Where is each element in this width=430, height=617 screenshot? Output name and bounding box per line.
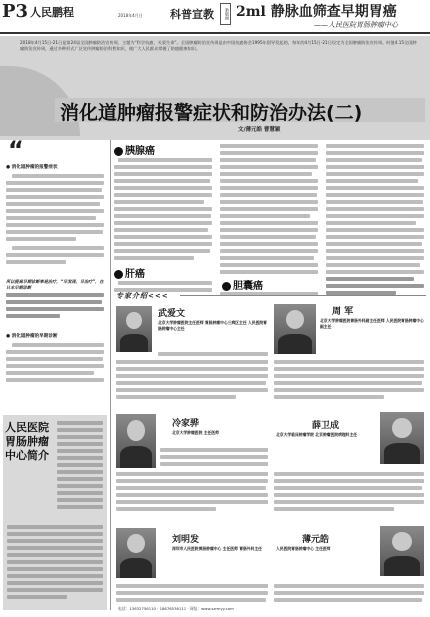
center-intro-box bbox=[3, 415, 107, 610]
sidebar-heading-1: ● 消化道肿瘤的报警症状 bbox=[6, 165, 58, 170]
header bbox=[0, 0, 430, 34]
expert-photo bbox=[116, 306, 152, 352]
heading-bile: 胆囊癌 bbox=[222, 277, 263, 292]
expert-photo bbox=[116, 528, 156, 578]
experts-area bbox=[114, 300, 428, 617]
heading-liver: 肝癌 bbox=[114, 265, 145, 280]
experts-heading: 专家介绍<<< bbox=[116, 292, 169, 300]
slogan: 2ml 静脉血筛查早期胃癌 bbox=[236, 4, 397, 20]
expert-photo bbox=[380, 526, 424, 576]
expert-cred: 北京大学临床肿瘤学院 北京肿瘤医院病理科主任 bbox=[276, 432, 358, 437]
ornament-icon bbox=[114, 270, 123, 279]
column-divider bbox=[110, 140, 111, 610]
expert-cred: 人民医院胃肠肿瘤中心 主任医师 bbox=[276, 546, 331, 551]
experts-rule bbox=[180, 295, 426, 296]
sidebar bbox=[0, 136, 110, 617]
contact-line: 电话：13632756110 · 18676536111 · 网址：www.szrmyy.com bbox=[118, 606, 234, 611]
expert-card bbox=[272, 300, 428, 408]
intro-band bbox=[0, 36, 430, 140]
center-intro-title: 人民医院胃肠肿瘤中心简介 bbox=[5, 421, 49, 462]
expert-cred: 北京大学肿瘤医院主任医师 胃肠肿瘤中心三病区主任 人民医院胃肠肿瘤中心主任 bbox=[158, 320, 267, 331]
sidebar-text-1 bbox=[6, 174, 106, 269]
expert-name: 薄元皓 bbox=[302, 535, 330, 545]
main-title: 消化道肿瘤报警症状和防治办法(二) bbox=[60, 102, 363, 124]
expert-card bbox=[114, 300, 270, 408]
expert-cred: 深圳市人民医院胃肠肿瘤中心 主任医师 胃肠外科主任 bbox=[172, 546, 262, 551]
expert-cred: 北京大学肿瘤医院胃肠外科副主任医师 人民医院胃肠肿瘤中心副主任 bbox=[320, 318, 424, 329]
paper-name: 人民鹏程 bbox=[30, 6, 74, 19]
intro-text: 2018年4月15日-21日是第24届全国肿瘤防治宣传周，主题为“科学抗癌，关爱生命”。全国肿瘤防治宣传周是由中国抗癌协会1995年倡导发起的，每年的4月15日-21日设定为全国肿瘤防治宣传周。时值4.15全国肿瘤防治宣传周，通过多种形式广泛宣传肿瘤防治科普知识，使广大人民群众掌握了防癌健康知识。 bbox=[20, 40, 417, 52]
center-intro-text-lower bbox=[7, 525, 105, 605]
expert-name: 冷家骅 bbox=[172, 419, 200, 429]
ornament-icon bbox=[114, 147, 123, 156]
expert-name: 周 军 bbox=[332, 307, 354, 317]
expert-card bbox=[114, 412, 270, 522]
expert-photo bbox=[274, 304, 316, 354]
section-label: 科普宣教 bbox=[170, 8, 214, 21]
expert-card bbox=[114, 526, 270, 614]
expert-photo bbox=[116, 414, 156, 468]
byline: 文/薄元皓 曹慧颖 bbox=[238, 127, 281, 133]
article-columns bbox=[114, 140, 426, 300]
sidebar-heading-2: ● 消化道肿瘤的早期诊断 bbox=[6, 334, 58, 339]
expert-name: 薛卫成 bbox=[312, 421, 340, 431]
sidebar-highlight: 所以提高早期诊断率是治疗，“早发现、早治疗”，在日本早期诊断 bbox=[6, 279, 104, 291]
expert-cred: 北京大学肿瘤医院 主任医师 bbox=[172, 430, 219, 435]
col-middle bbox=[220, 140, 320, 300]
sidebar-text-2 bbox=[6, 343, 106, 393]
quote-mark: “ bbox=[8, 136, 24, 164]
col-pancreas bbox=[114, 140, 214, 300]
col-right bbox=[326, 140, 426, 300]
expert-photo bbox=[380, 412, 424, 464]
expert-card bbox=[272, 526, 428, 614]
sidebar-highlight-lines bbox=[6, 293, 106, 323]
expert-name: 武爱文 bbox=[158, 309, 186, 319]
publish-date: 2018年4月日 bbox=[118, 13, 143, 18]
header-rule bbox=[0, 32, 430, 34]
expert-name: 刘明发 bbox=[172, 535, 200, 545]
ornament-icon bbox=[222, 282, 231, 291]
page-number: P3 bbox=[2, 1, 29, 22]
expert-card bbox=[272, 412, 428, 522]
slogan-sub: ——人民医院胃肠肿瘤中心 bbox=[314, 21, 398, 29]
editor-tag: 新版面 bbox=[220, 3, 231, 25]
heading-pancreas: 胰腺癌 bbox=[114, 142, 155, 157]
